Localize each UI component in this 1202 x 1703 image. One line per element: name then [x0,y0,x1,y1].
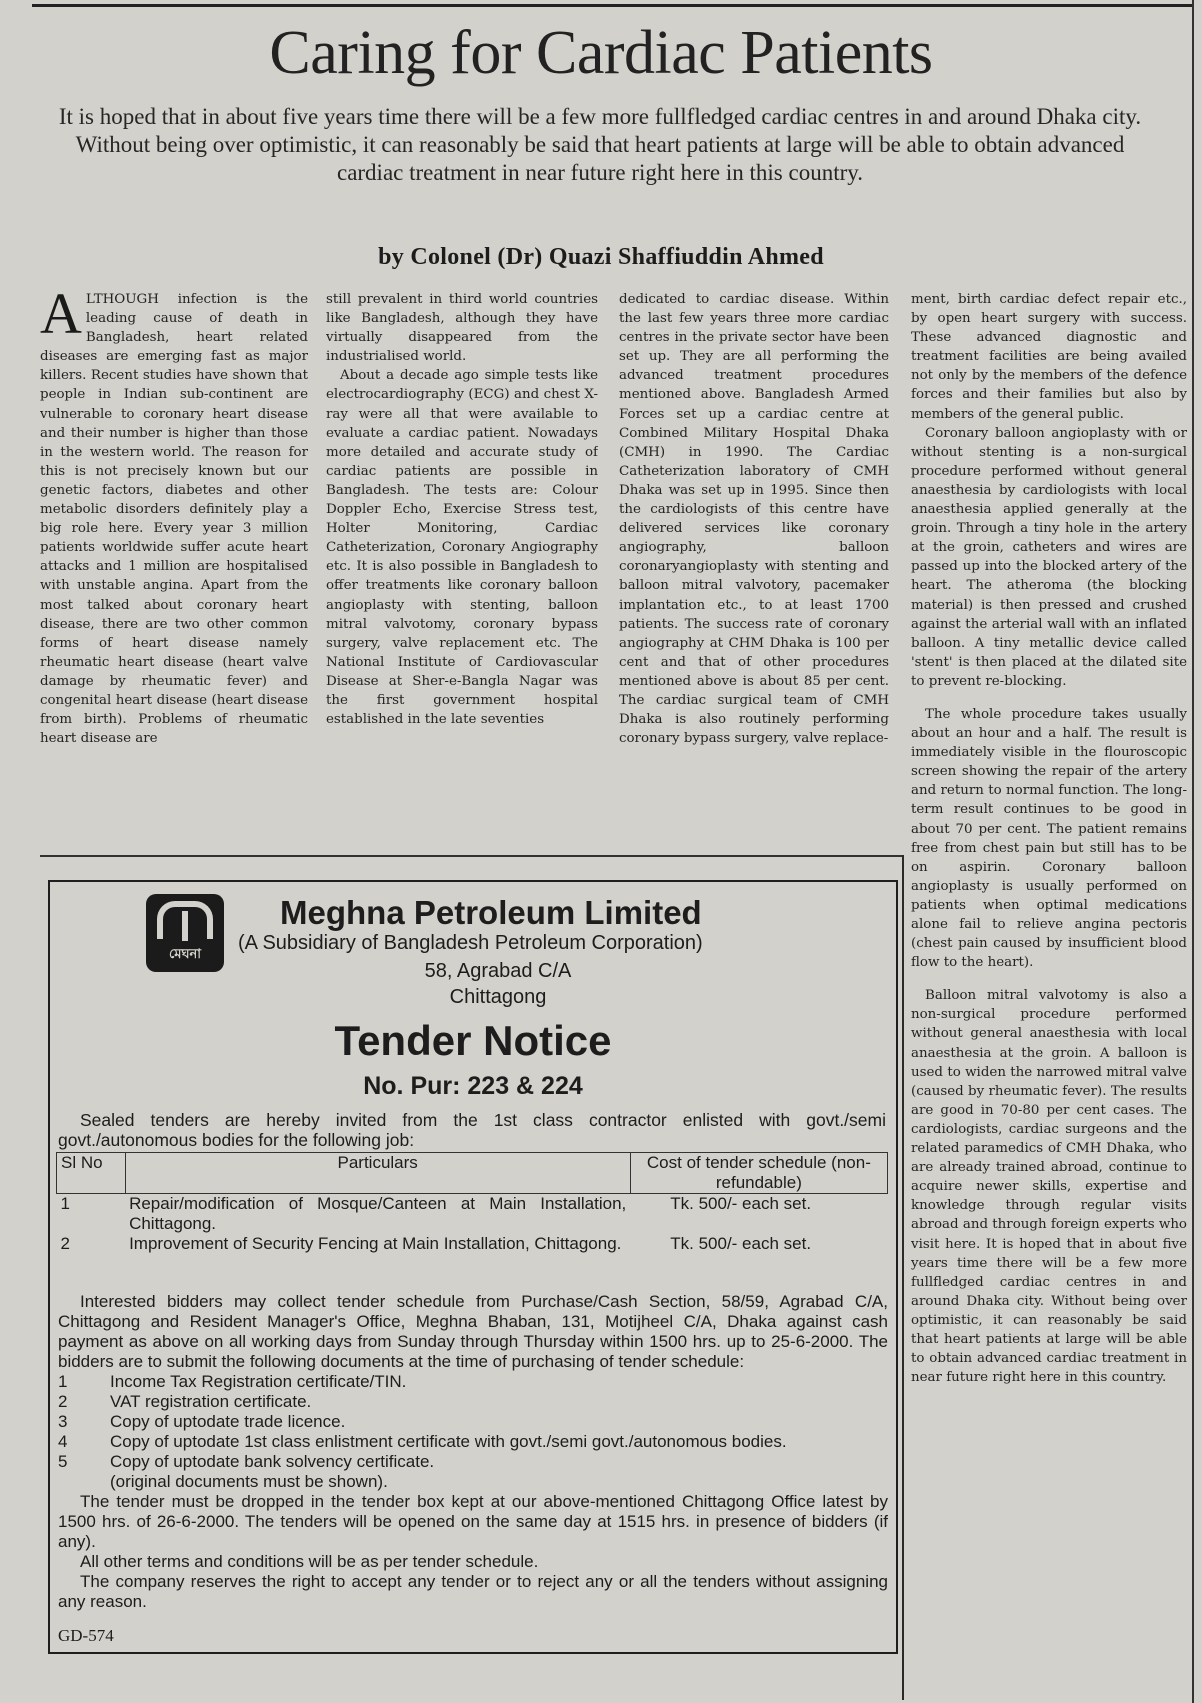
article-column-3 [619,290,889,828]
column-1-text: LTHOUGH infection is the leading cause of death in Bangladesh, heart related diseases are emerging fast as major killers. Recent studies have shown that people in Indian sub-continent are vulnerable to coronary heart disease and their number is higher than those in the western world. The reason for this is not precisely known but our genetic factors, diabetes and other metabolic disorders definitely play a big role here. Every year 3 million patients worldwide suffer acute heart attacks and 1 million are hospitalised with unstable angina. Apart from the most talked about coronary heart disease, there are two other common forms of heart disease namely rheumatic heart disease (heart valve damage by rheumatic fever) and congenital heart disease (heart disease from birth). Problems of rheumatic heart disease are [40,292,308,747]
table-cell: Tk. 500/- each set. [670,1194,812,1213]
tender-heading: Tender Notice [334,1017,612,1064]
table-header: Particulars [125,1153,630,1194]
table-header: Sl No [57,1153,126,1194]
company-name: Meghna Petroleum Limited [280,894,702,931]
table-header-row [57,1153,888,1194]
company-address-line-2: Chittagong [449,986,547,1008]
company-address-line-1: 58, Agrabad C/A [424,960,572,982]
article-column-2 [326,290,598,828]
column-4-para-1: ment, birth cardiac defect repair etc., by open heart surgery with success. These advanced diagnostic and treatment facilities are being availed not only by the members of the defence forces and their families but also by members of the general public. [911,292,1187,422]
list-item [58,1472,888,1492]
ad-code: GD-574 [58,1626,114,1645]
article-standfirst: It is hoped that in about five years time there will be a few more fullfledged cardiac centres in and around Dhaka city. Without being over optimistic, it can reasonably be said that heart patients at large will be able to obtain advanced cardiac treatment in near future right here in this country. [58,104,1142,185]
article-column-4 [911,290,1187,1700]
table-cell: 1 [60,1194,70,1213]
column-4-para-4: Balloon mitral valvotomy is also a non-surgical procedure performed without general anaesthesia with local anaesthesia at the groin. A balloon is used to widen the narrowed mitral valve (caused by rheumatic fever). The results are good in 70-80 per cent cases. The cardiologists, cardiac surgeons and the related paramedics of CMH Dhaka, who are already trained abroad, continue to acquire newer skills, expertise and knowledge through regular visits abroad and through foreign experts who visit here. It is hoped that in about five years time there will be a few more fullfledged cardiac centres in and around Dhaka city. Without being over optimistic, it can reasonably be said that heart patients at large will be able to obtain advanced cardiac treatment in near future right here in this country. [911,988,1187,1386]
list-item: 1 Income Tax Registration certificate/TIN. [58,1372,407,1391]
tender-number: No. Pur: 223 & 224 [363,1072,583,1100]
table-row [57,1234,888,1254]
table-cell: Repair/modification of Mosque/Canteen at Main Installation, Chittagong. [129,1194,627,1233]
list-item: 5 Copy of uptodate bank solvency certificate. [58,1452,435,1471]
table-row [57,1194,888,1235]
table-cell: 2 [60,1234,70,1253]
company-subsidiary: (A Subsidiary of Bangladesh Petroleum Corporation) [238,932,703,954]
ad-top-rule [40,855,902,857]
documents-note: (original documents must be shown). [110,1472,388,1491]
article-title: Caring for Cardiac Patients [269,19,933,87]
column-4-para-2: Coronary balloon angioplasty with or without stenting is a non-surgical procedure performed without general anaesthesia by cardiologists with local anaesthesia applied generally at the groin. Through a tiny hole in the artery at the groin, catheters and wires are passed up into the blocked artery of the heart. The atheroma (the blocking material) is then pressed and crushed against the arterial wall with an inflated balloon. A tiny metallic device called 'stent' is then placed at the dilated site to prevent re-blocking. [911,425,1187,689]
list-item: 2 VAT registration certificate. [58,1392,312,1411]
top-rule [32,4,1192,7]
column-4-para-3: The whole procedure takes usually about an hour and a half. The result is immediately visible in the flouroscopic screen showing the repair of the artery and return to normal function. The long-term result continues to be good in about 70 per cent. The patient remains free from chest pain but still has to be on aspirin. Coronary balloon angioplasty is usually performed on patients when optimal medications alone fail to relieve angina pectoris (chest pain caused by insufficient blood flow to the heart). [911,706,1187,971]
column-2-para-1: still prevalent in third world countries like Bangladesh, although they have virtually disappeared from the industrialised world. [326,292,598,365]
column-2-para-2: About a decade ago simple tests like electrocardiography (ECG) and chest X-ray were all that were available to evaluate a cardiac patient. Nowadays more detailed and accurate study of cardiac patients are possible in Bangladesh. The tests are: Colour Doppler Echo, Exercise Stress test, Holter Monitoring, Cardiac Catheterization, Coronary Angiography etc. It is also possible in Bangladesh to offer treatments like coronary balloon angioplasty with stenting, balloon mitral valvotomy, coronary bypass surgery, valve replacement etc. The National Institute of Cardiovascular Disease at Sher-e-Bangla Nagar was the first government hospital established in the late seventies [326,368,598,728]
article-column-1 [40,290,308,828]
table-header: Cost of tender schedule (non-refundable) [630,1153,887,1194]
drop-cap: A [40,290,82,346]
tender-notice-ad [48,880,898,1654]
tender-para-3: All other terms and conditions will be as per tender schedule. [80,1552,539,1571]
table-cell: Improvement of Security Fencing at Main Installation, Chittagong. [129,1234,622,1253]
list-item: 3 Copy of uptodate trade licence. [58,1412,346,1431]
tender-body [58,1292,888,1612]
tender-para-1: Interested bidders may collect tender schedule from Purchase/Cash Section, 58/59, Agrabad C/A, Chittagong and Resident Manager's Office, Meghna Bhaban, 131, Motijheel C/A, Dhaka against cash payment as above on all working days from Sunday through Thursday within 1500 hrs. up to 25-6-2000. The bidders are to submit the following documents at the time of purchasing of tender schedule: [58,1292,888,1371]
tender-para-4: The company reserves the right to accept any tender or to reject any or all the tenders without assigning any reason. [58,1572,888,1611]
list-item: 4 Copy of uptodate 1st class enlistment certificate with govt./semi govt./autonomous bodies. [58,1432,787,1451]
logo-m-glyph [157,901,213,939]
tender-intro: Sealed tenders are hereby invited from the 1st class contractor enlisted with govt./semi govt./autonomous bodies for the following job: [58,1110,886,1150]
tender-table [56,1152,888,1254]
table-cell: Tk. 500/- each set. [670,1234,812,1253]
document-list [58,1372,888,1492]
logo-text: মেঘনা [168,945,202,961]
column-3-text: dedicated to cardiac disease. Within the last few years three more cardiac centres in the private sector have been set up. They are all performing the advanced treatment procedures mentioned above. Bangladesh Armed Forces set up a cardiac centre at Combined Military Hospital Dhaka (CMH) in 1990. The Cardiac Catheterization laboratory of CMH Dhaka was set up in 1995. Since then the cardiologists of this centre have delivered services like coronary angiography, balloon coronaryangioplasty with stenting and balloon mitral valvotory, pacemaker implantation etc., to at least 1700 patients. The success rate of coronary angiography at CHM Dhaka is 100 per cent and that of other procedures mentioned above is about 85 per cent. The cardiac surgical team of CMH Dhaka is also routinely performing coronary bypass surgery, valve replace- [619,292,889,747]
article-byline: by Colonel (Dr) Quazi Shaffiuddin Ahmed [378,244,824,270]
tender-para-2: The tender must be dropped in the tender box kept at our above-mentioned Chittagong Office latest by 1500 hrs. of 26-6-2000. The tenders will be opened on the same day at 1515 hrs. in presence of bidders (if any). [58,1492,888,1551]
column-divider [902,855,904,1700]
